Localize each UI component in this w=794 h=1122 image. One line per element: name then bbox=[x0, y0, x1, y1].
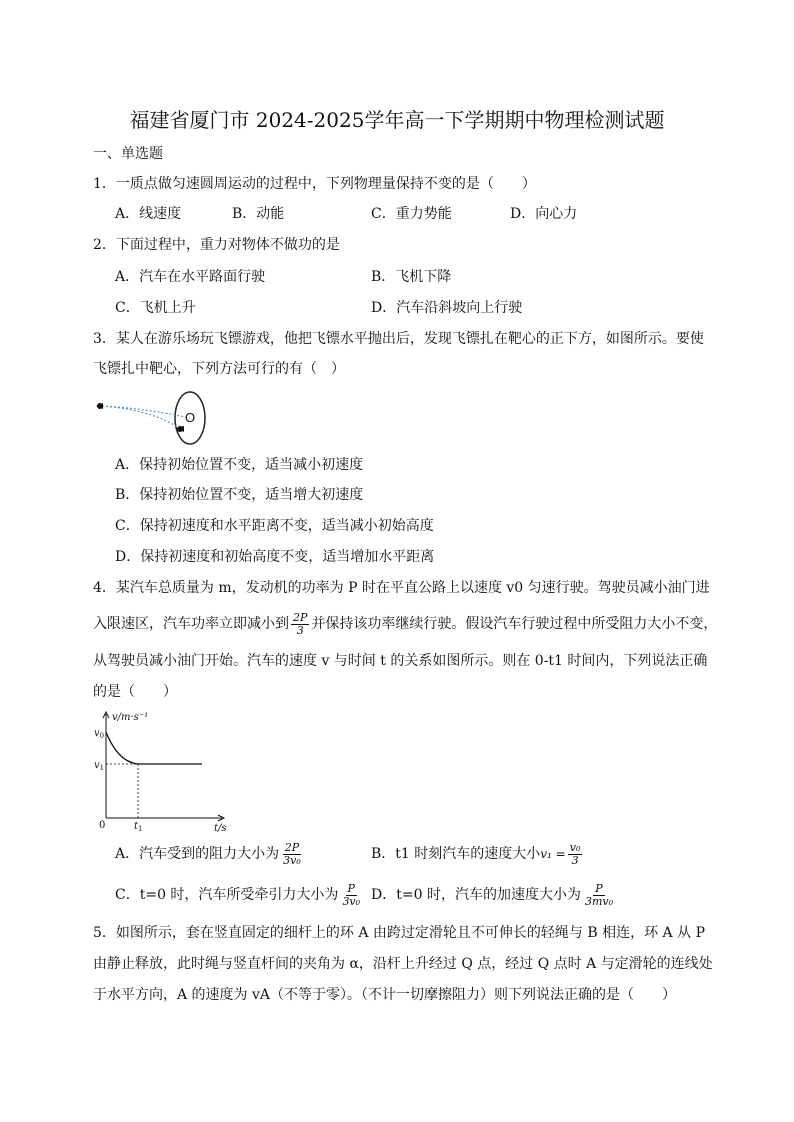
question-4-line-2-start: 入限速区，汽车功率立即减小到 bbox=[93, 616, 289, 632]
x-axis-label: t/s bbox=[214, 823, 227, 834]
question-5-line-1: 5．如图所示，套在竖直固定的细杆上的环 A 由跨过定滑轮且不可伸长的轻绳与 B 相连，环 A 从 P bbox=[93, 925, 705, 941]
question-3-stem-line-2: 飞镖扎中靶心，下列方法可行的有（ ） bbox=[93, 361, 345, 377]
question-3-option-c: C．保持初速度和水平距离不变，适当减小初始高度 bbox=[115, 518, 434, 534]
question-1-option-a: A．线速度 bbox=[115, 206, 182, 222]
question-5-line-3: 于水平方向，A 的速度为 vA（不等于零）。（不计一切摩擦阻力）则下列说法正确的是（ ） bbox=[93, 987, 677, 1003]
svg-text:t1: $t_1$ bbox=[134, 821, 143, 833]
question-3-option-d: D．保持初速度和初始高度不变，适当增加水平距离 bbox=[115, 549, 435, 565]
question-3-option-a: A．保持初始位置不变，适当减小初速度 bbox=[115, 457, 364, 473]
question-1-stem: 1．一质点做匀速圆周运动的过程中，下列物理量保持不变的是（ ） bbox=[93, 176, 536, 192]
origin-label: 0 bbox=[99, 820, 106, 831]
question-4-option-c: C．t=0 时，汽车所受牵引力大小为 $\frac{P}{\text{3v₀}}$ bbox=[115, 881, 361, 908]
question-4-line-4: 的是（ ） bbox=[93, 684, 177, 700]
question-2-option-c: C．飞机上升 bbox=[115, 300, 196, 316]
question-3-option-b: B．保持初始位置不变，适当增大初速度 bbox=[115, 487, 364, 503]
power-fraction: $\frac{2P}{3}$ bbox=[293, 610, 308, 637]
question-4-option-a: A．汽车受到的阻力大小为 $\frac{2P}{\text{3v₀}}$ bbox=[115, 840, 301, 867]
target-center-label: O bbox=[185, 410, 196, 425]
velocity-curve bbox=[106, 732, 202, 764]
dart-target-figure bbox=[94, 390, 214, 448]
y-axis-label: v/m·s⁻¹ bbox=[112, 712, 149, 723]
question-1-option-c: C．重力势能 bbox=[371, 206, 452, 222]
svg-text:v1: $v_1$ bbox=[94, 760, 105, 772]
svg-text:v0: $v_0$ bbox=[94, 728, 105, 740]
question-4-option-d: D．t=0 时，汽车的加速度大小为 $\frac{P}{\text{3mv₀}}$ bbox=[371, 881, 614, 908]
question-1-option-d: D．向心力 bbox=[510, 206, 578, 222]
question-4-line-2-end: 并保持该功率继续行驶。假设汽车行驶过程中所受阻力大小不变， bbox=[311, 616, 718, 632]
velocity-time-graph bbox=[90, 708, 235, 836]
question-5-line-2: 由静止释放，此时绳与竖直杆间的夹角为 α，沿杆上升经过 Q 点，经过 Q 点时 A 与定滑轮的连线处 bbox=[93, 956, 713, 972]
question-2-option-d: D．汽车沿斜坡向上行驶 bbox=[371, 300, 523, 316]
question-2-option-a: A．汽车在水平路面行驶 bbox=[115, 269, 266, 285]
question-3-stem-line-1: 3．某人在游乐场玩飞镖游戏，他把飞镖水平抛出后，发现飞镖扎在靶心的正下方，如图所示。要使 bbox=[93, 331, 704, 347]
question-4-line-3: 从驾驶员减小油门开始。汽车的速度 v 与时间 t 的关系如图所示。则在 0-t1 时间内，下列说法正确 bbox=[93, 653, 708, 669]
question-4-line-2 bbox=[93, 606, 717, 642]
question-4-option-b: B．t1 时刻汽车的速度大小v₁ = $\frac{\text{v₀}}{3}$ bbox=[371, 840, 581, 867]
page-title: 福建省厦门市 2024-2025学年高一下学期期中物理检测试题 bbox=[129, 108, 665, 132]
question-2-option-b: B．飞机下降 bbox=[371, 269, 452, 285]
question-2-stem: 2．下面过程中，重力对物体不做功的是 bbox=[93, 237, 340, 253]
section-heading: 一、单选题 bbox=[93, 146, 163, 162]
question-1-option-b: B．动能 bbox=[232, 206, 285, 222]
question-4-line-1: 4．某汽车总质量为 m，发动机的功率为 P 时在平直公路上以速度 v0 匀速行驶。驾驶员减小油门进 bbox=[93, 580, 710, 596]
